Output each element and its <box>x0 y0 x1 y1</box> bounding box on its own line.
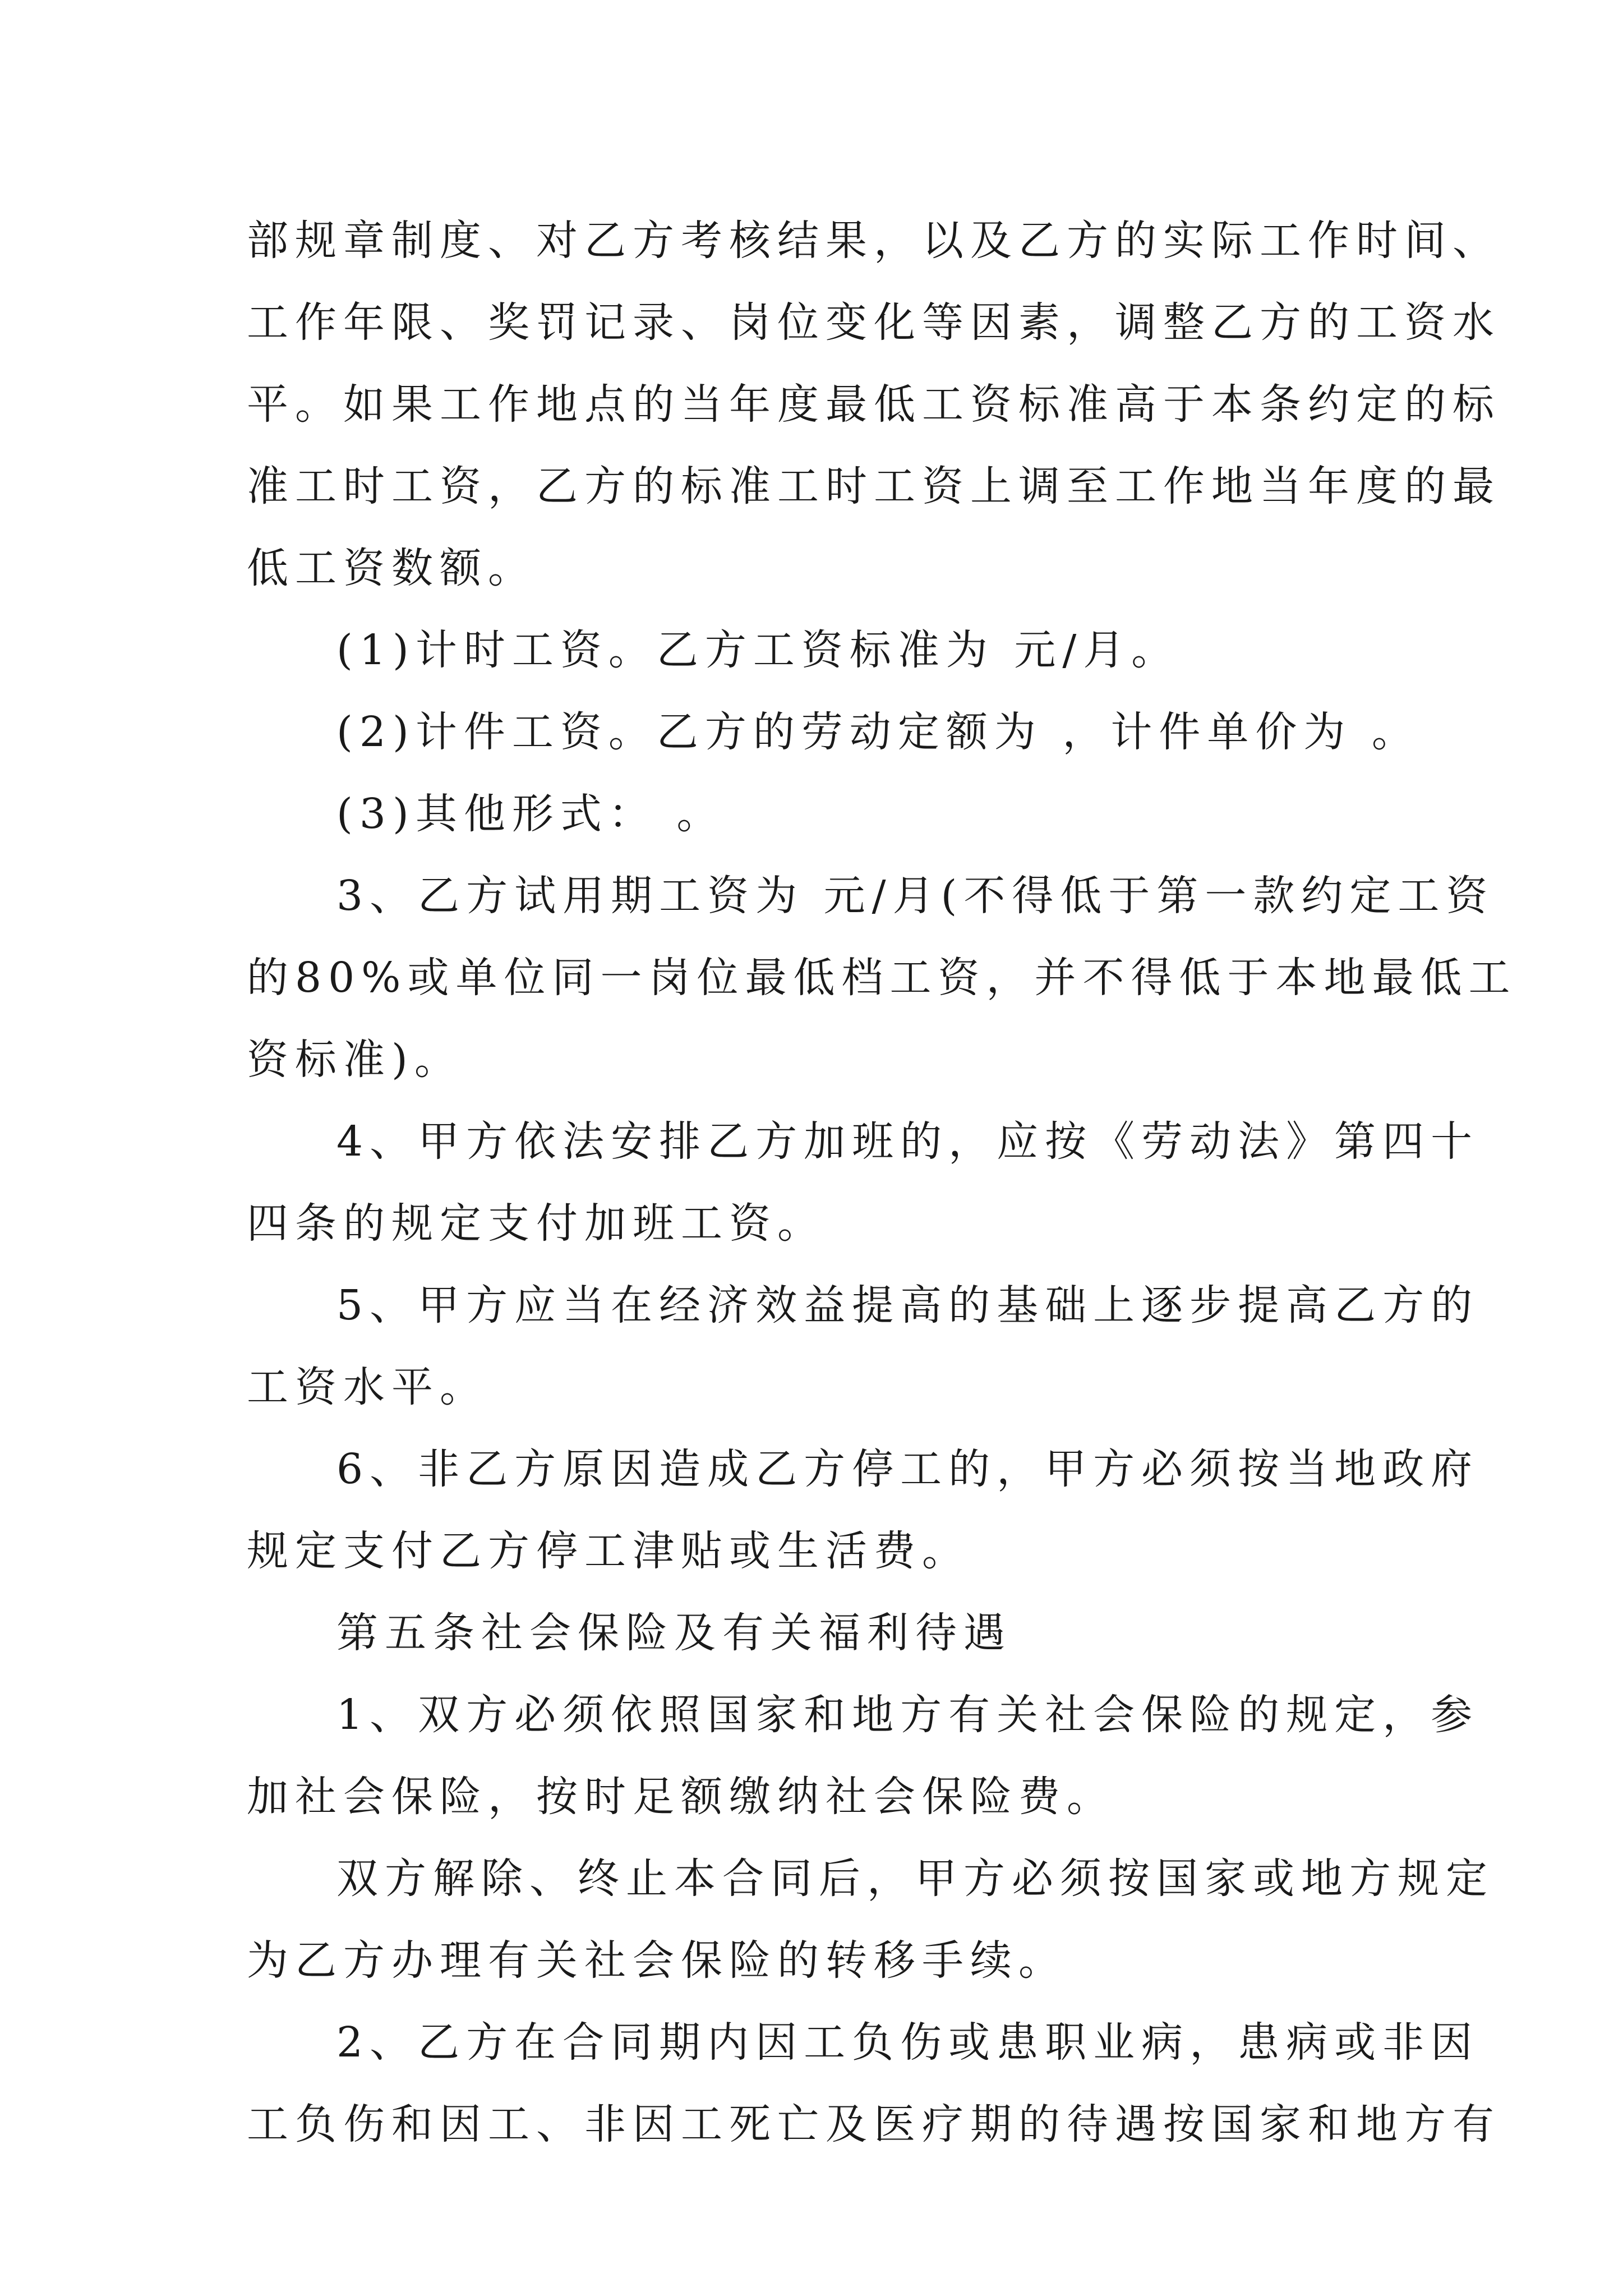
text-line: 工作年限、奖罚记录、岗位变化等因素，调整乙方的工资水 <box>247 298 1501 347</box>
text-line: 1、双方必须依照国家和地方有关社会保险的规定，参 <box>336 1691 1479 1739</box>
text-line: 准工时工资，乙方的标准工时工资上调至工作地当年度的最 <box>247 462 1501 510</box>
text-line: 2、乙方在合同期内因工负伤或患职业病，患病或非因 <box>336 2018 1479 2067</box>
text-line: 工资水平。 <box>247 1363 488 1411</box>
text-line: 部规章制度、对乙方考核结果，以及乙方的实际工作时间、 <box>247 217 1501 265</box>
text-line: (2)计件工资。乙方的劳动定额为 ，计件单价为 。 <box>336 708 1420 756</box>
text-line: 规定支付乙方停工津贴或生活费。 <box>247 1527 970 1575</box>
text-line: 为乙方办理有关社会保险的转移手续。 <box>247 1936 1067 1985</box>
text-line: 3、乙方试用期工资为 元/月(不得低于第一款约定工资 <box>336 872 1495 920</box>
text-line: (3)其他形式： 。 <box>336 790 725 838</box>
text-line: 的80%或单位同一岗位最低档工资，并不得低于本地最低工 <box>247 954 1517 1002</box>
text-line: 双方解除、终止本合同后，甲方必须按国家或地方规定 <box>336 1855 1494 1903</box>
text-line: 6、非乙方原因造成乙方停工的，甲方必须按当地政府 <box>336 1445 1479 1493</box>
text-line: 加社会保险，按时足额缴纳社会保险费。 <box>247 1773 1115 1821</box>
text-line: (1)计时工资。乙方工资标准为 元/月。 <box>336 626 1180 674</box>
text-line: 工负伤和因工、非因工死亡及医疗期的待遇按国家和地方有 <box>247 2100 1501 2148</box>
text-line: 四条的规定支付加班工资。 <box>247 1199 826 1248</box>
text-line: 4、甲方依法安排乙方加班的，应按《劳动法》第四十 <box>336 1117 1479 1166</box>
text-line: 5、甲方应当在经济效益提高的基础上逐步提高乙方的 <box>336 1281 1479 1329</box>
section-heading: 第五条社会保险及有关福利待遇 <box>336 1609 1012 1657</box>
text-line: 资标准)。 <box>247 1036 463 1084</box>
text-line: 低工资数额。 <box>247 544 536 592</box>
text-line: 平。如果工作地点的当年度最低工资标准高于本条约定的标 <box>247 380 1501 429</box>
